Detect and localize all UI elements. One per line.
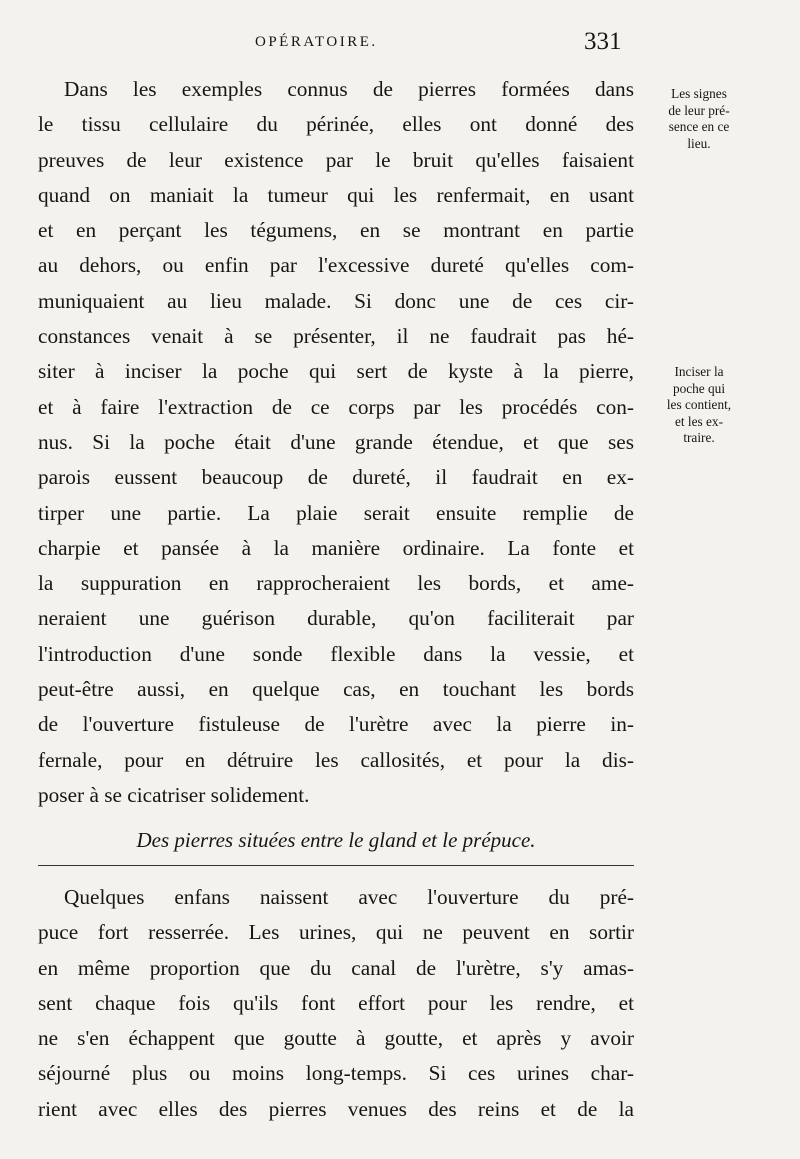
- text-line: fernale, pour en détruire les callosités, et pour la dis-: [38, 747, 634, 772]
- text-line: en même proportion que du canal de l'urètre, s'y amas-: [38, 955, 634, 980]
- page-number: 331: [584, 28, 622, 55]
- text-line: parois eussent beaucoup de dureté, il faudrait en ex-: [38, 465, 634, 490]
- text-line: constances venait à se présenter, il ne faudrait pas hé-: [38, 324, 634, 349]
- text-line: séjourné plus ou moins long-temps. Si ces urines char-: [38, 1061, 634, 1086]
- margin-note-line: lieu.: [687, 135, 711, 151]
- margin-note-signs: [639, 86, 759, 152]
- margin-note-incise: [639, 364, 759, 447]
- text-line: et en perçant les tégumens, en se montrant en partie: [38, 218, 634, 243]
- text-line: quand on maniait la tumeur qui les renfermait, en usant: [38, 182, 634, 207]
- text-line: puce fort resserrée. Les urines, qui ne peuvent en sortir: [38, 920, 634, 945]
- text-line-last: poser à se cicatriser solidement.: [38, 782, 310, 807]
- text-line: au dehors, ou enfin par l'excessive dureté qu'elles com-: [38, 253, 634, 278]
- text-line: la suppuration en rapprocheraient les bords, et ame-: [38, 571, 634, 596]
- margin-note-line: poche qui: [672, 380, 726, 396]
- text-line: de l'ouverture fistuleuse de l'urètre avec la pierre in-: [38, 712, 634, 737]
- paragraph-1: [38, 72, 634, 813]
- running-head: OPÉRATOIRE.: [255, 34, 378, 50]
- text-line: l'introduction d'une sonde flexible dans la vessie, et: [38, 641, 634, 666]
- text-line: tirper une partie. La plaie serait ensuite remplie de: [38, 500, 634, 525]
- text-line: ne s'en échappent que goutte à goutte, et après y avoir: [38, 1026, 634, 1051]
- margin-note-line: et les ex-: [675, 413, 723, 429]
- text-line: Dans les exemples connus de pierres formées dans: [64, 77, 634, 101]
- paragraph-2: [38, 880, 634, 1127]
- text-line: peut-être aussi, en quelque cas, en touchant les bords: [38, 677, 634, 702]
- text-line: muniquaient au lieu malade. Si donc une de ces cir-: [38, 288, 634, 313]
- text-line: charpie et pansée à la manière ordinaire. La fonte et: [38, 535, 634, 560]
- text-line: rient avec elles des pierres venues des reins et de la: [38, 1096, 634, 1121]
- section-heading: Des pierres situées entre le gland et le prépuce.: [136, 828, 536, 852]
- text-line: nus. Si la poche était d'une grande étendue, et que ses: [38, 429, 634, 454]
- heading-rule: [38, 865, 634, 866]
- margin-note-line: Inciser la: [674, 364, 724, 379]
- text-line: siter à inciser la poche qui sert de kyste à la pierre,: [38, 359, 634, 384]
- margin-note-line: sence en ce: [668, 119, 730, 134]
- text-line: Quelques enfans naissent avec l'ouverture du pré-: [64, 885, 634, 909]
- text-line: neraient une guérison durable, qu'on faciliterait par: [38, 606, 634, 631]
- margin-note-line: Les signes: [671, 86, 727, 101]
- text-line: et à faire l'extraction de ce corps par les procédés con-: [38, 394, 634, 419]
- margin-note-line: de leur pré-: [668, 102, 730, 118]
- margin-note-line: les contient,: [666, 397, 732, 412]
- text-line: sent chaque fois qu'ils font effort pour les rendre, et: [38, 990, 634, 1015]
- text-line: preuves de leur existence par le bruit qu'elles faisaient: [38, 147, 634, 172]
- margin-note-line: traire.: [683, 430, 715, 445]
- text-line: le tissu cellulaire du périnée, elles ont donné des: [38, 112, 634, 137]
